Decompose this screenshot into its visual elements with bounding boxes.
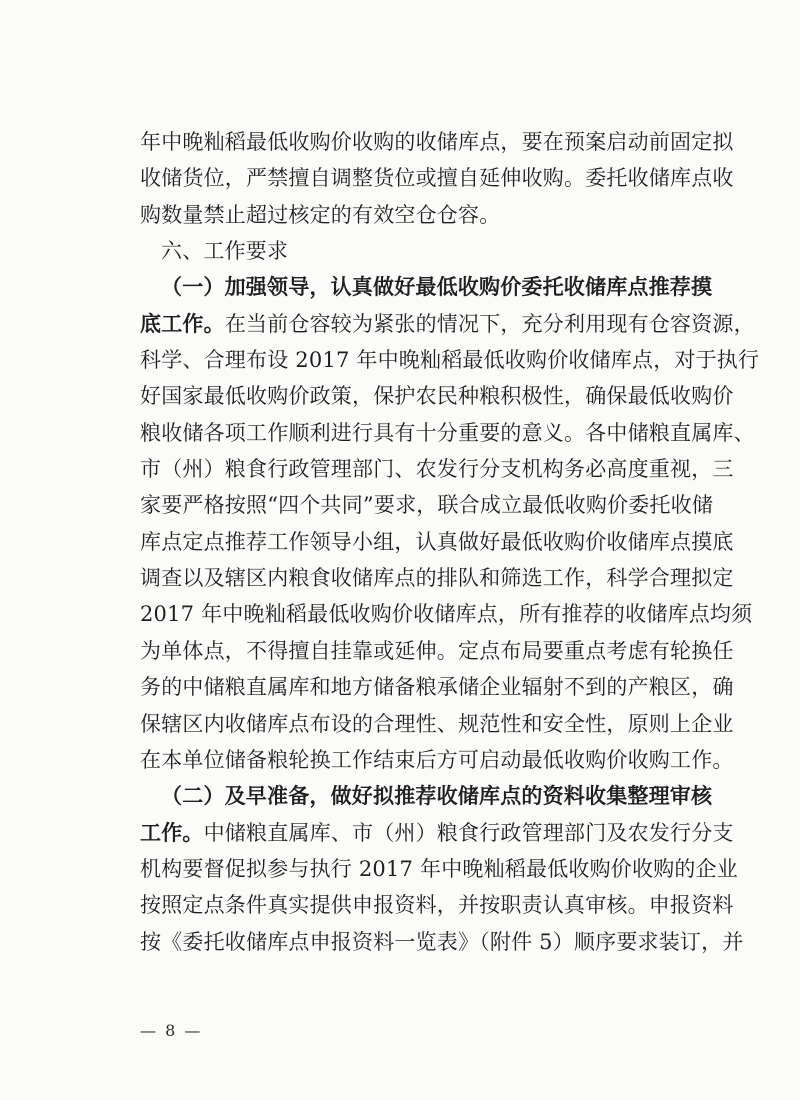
text-line: 机构要督促拟参与执行 2017 年中晚籼稻最低收购价收购的企业: [140, 856, 738, 881]
text-line: 粮收储各项工作顺利进行具有十分重要的意义。各中储粮直属库、: [140, 420, 755, 445]
text-line: 好国家最低收购价政策，保护农民种粮积极性，确保最低收购价: [140, 384, 734, 409]
text-line: 按照定点条件真实提供申报资料，并按职责认真审核。申报资料: [140, 893, 734, 918]
text-line: 按《委托收储库点申报资料一览表》（附件 5）顺序要求装订，并: [140, 929, 744, 954]
section-heading: 六、工作要求: [161, 239, 289, 264]
text-line: [140, 815, 734, 851]
page-number: — 8 —: [140, 1021, 203, 1040]
text-run: 在当前仓容较为紧张的情况下，充分利用现有仓容资源，: [224, 311, 755, 336]
text-line: 收储货位，严禁擅自调整货位或擅自延伸收购。委托收储库点收: [140, 166, 734, 191]
text-line: 市（州）粮食行政管理部门、农发行分支机构务必高度重视，三: [140, 457, 734, 482]
body-text: [140, 124, 760, 960]
subsection-heading-cont: 工作。: [140, 819, 204, 845]
text-run: 中储粮直属库、市（州）粮食行政管理部门及农发行分支: [203, 820, 734, 845]
text-line: 库点定点推荐工作领导小组，认真做好最低收购价收储库点摸底: [140, 529, 734, 554]
text-line: [140, 306, 755, 342]
subsection-heading: （一）加强领导，认真做好最低收购价委托收储库点推荐摸: [161, 274, 713, 300]
text-line: 年中晚籼稻最低收购价收购的收储库点，要在预案启动前固定拟: [140, 130, 734, 154]
text-line: 家要严格按照“四个共同”要求，联合成立最低收购价委托收储: [140, 493, 714, 518]
text-line: 购数量禁止超过核定的有效空仓仓容。: [140, 202, 501, 227]
text-line: 为单体点，不得擅自挂靠或延伸。定点布局要重点考虑有轮换任: [140, 638, 734, 663]
text-line: 务的中储粮直属库和地方储备粮承储企业辐射不到的产粮区，确: [140, 675, 734, 700]
text-line: 科学、合理布设 2017 年中晚籼稻最低收购价收储库点，对于执行: [140, 348, 760, 373]
text-line: 调查以及辖区内粮食收储库点的排队和筛选工作，科学合理拟定: [140, 566, 734, 591]
subsection-heading: （二）及早准备，做好拟推荐收储库点的资料收集整理审核: [161, 783, 713, 809]
text-line: 保辖区内收储库点布设的合理性、规范性和安全性，原则上企业: [140, 711, 734, 736]
subsection-heading-cont: 底工作。: [140, 310, 225, 336]
text-line: 2017 年中晚籼稻最低收购价收储库点，所有推荐的收储库点均须: [140, 602, 753, 627]
text-line: 在本单位储备粮轮换工作结束后方可启动最低收购价收购工作。: [140, 747, 734, 772]
